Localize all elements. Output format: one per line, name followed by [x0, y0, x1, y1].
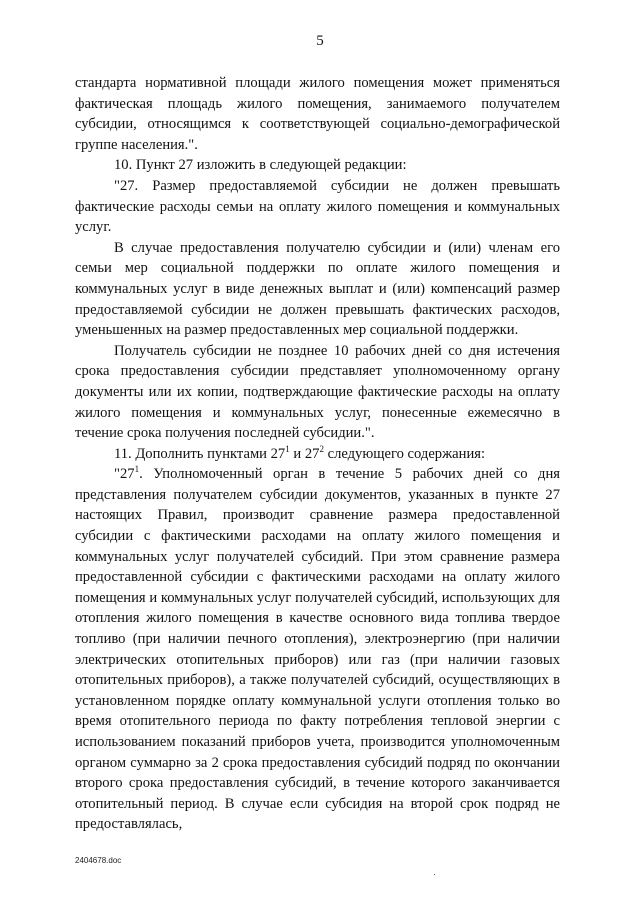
scan-dot — [434, 874, 435, 875]
paragraph-4: В случае предоставления получателю субсидии и (или) членам его семьи мер социальной поддержки по оплате жилого помещения и коммунальных услуг в виде денежных выплат и (или) компенсаций размер предоставляемой субсидии не должен превышать фактических расходов, уменьшенных на размер предоставленных мер социальной поддержки. — [75, 239, 560, 339]
document-body — [75, 73, 560, 835]
paragraph-6-text-a: 11. Дополнить пунктами 27 — [114, 445, 286, 462]
paragraph-7-text-a: "27 — [114, 466, 135, 483]
paragraph-1: стандарта нормативной площади жилого помещения может применяться фактическая площадь жилого помещения, занимаемого получателем субсидии, относящимся к соответствующей социально-демографической группе населения.". — [75, 75, 560, 153]
paragraph-3: "27. Размер предоставляемой субсидии не должен превышать фактические расходы семьи на оплату жилого помещения и коммунальных услуг. — [75, 177, 560, 236]
superscript: 1 — [134, 464, 140, 475]
superscript: 2 — [319, 443, 324, 454]
superscript: 1 — [285, 443, 290, 454]
paragraph-7-text-b: . Уполномоченный орган в течение 5 рабочих дней со дня представления получателем субсидии документов, указанных в пункте 27 настоящих Правил, производит сравнение размера предоставленной субсидии с фактическими расходами на оплату жилого помещения и коммунальных услуг получателей субсидий. При этом сравнение размера предоставленной субсидии с фактическими расходами на оплату жилого помещения и коммунальных услуг получателей субсидий, использующих для отопления жилого помещения в качестве основного вида топлива твердое топливо (при наличии печного отопления), электроэнергию (при наличии электрических отопительных приборов) или газ (при наличии газовых отопительных приборов), а также получателей субсидий, осуществляющих в установленном порядке оплату коммунальной услуги отопления только во время отопительного периода по факту потребления тепловой энергии с использованием показаний приборов учета, производится уполномоченным органом суммарно за 2 срока предоставления субсидий подряд по окончании второго срока предоставления субсидий, в течение которого заканчивается отопительный период. В случае если субсидия на второй срок подряд не предоставлялась, — [75, 466, 560, 833]
page-number: 5 — [316, 33, 324, 49]
paragraph-6-text-c: следующего содержания: — [323, 445, 486, 462]
paragraph-5: Получатель субсидии не позднее 10 рабочих дней со дня истечения срока предоставления субсидии представляет уполномоченному органу документы или их копии, подтверждающие фактические расходы на оплату жилого помещения и коммунальных услуг, понесенные ежемесячно в течение срока получения последней субсидии.". — [75, 342, 560, 442]
paragraph-6 — [75, 444, 560, 465]
paragraph-7 — [75, 464, 560, 835]
document-file-id: 2404678.doc — [75, 856, 122, 865]
paragraph-6-text-b: и 27 — [289, 445, 320, 462]
paragraph-2: 10. Пункт 27 изложить в следующей редакции: — [114, 157, 407, 174]
